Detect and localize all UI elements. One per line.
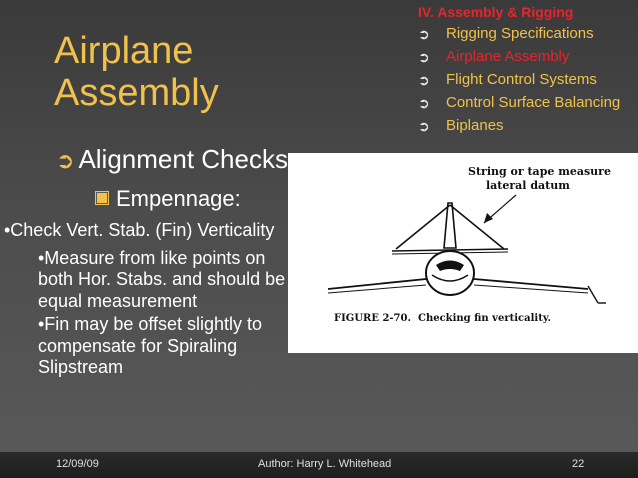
arrow-bullet-icon: ➲ [418,72,430,88]
section-outline [412,4,638,139]
square-bullet-icon [96,192,108,204]
outline-heading: IV. Assembly & Rigging [418,4,574,20]
outline-item-active[interactable] [412,47,638,70]
arrow-bullet-icon: ➲ [418,95,430,111]
body-line-check: •Check Vert. Stab. (Fin) Verticality [4,220,275,240]
figure-callout-2: lateral datum [486,179,570,192]
outline-item-label: Rigging Specifications [446,25,594,42]
arrow-bullet-icon: ➲ [418,26,430,42]
outline-item[interactable] [412,70,638,93]
body-line-measure: •Measure from like points on both Hor. Stabs. and should be equal measurement [38,247,286,311]
title-line-1: Airplane [54,30,194,72]
footer-page-number: 22 [572,458,585,470]
outline-item[interactable] [412,93,638,116]
slide-footer [0,452,638,478]
footer-author: Author: Harry L. Whitehead [258,458,392,470]
title-line-2: Assembly [54,72,219,114]
outline-list [412,24,638,139]
arrow-bullet-icon: ➲ [418,118,430,134]
bullet-level-1-text: Alignment Checks [78,144,288,174]
outline-item-label: Flight Control Systems [446,71,597,88]
outline-item-label: Control Surface Balancing [446,94,621,111]
bullet-level-2-text: Empennage: [116,186,241,211]
bullet-level-1 [56,144,288,176]
fin-verticality-figure [288,153,638,353]
outline-item[interactable] [412,116,638,139]
bullet-level-2 [96,186,241,212]
footer-date: 12/09/09 [56,458,99,470]
outline-item-label: Airplane Assembly [446,48,570,65]
slide-title [54,30,219,114]
arrow-bullet-icon: ➲ [56,148,75,173]
figure-caption-label: FIGURE 2-70. [334,313,411,324]
body-line-offset: •Fin may be offset slightly to compensate for Spiraling Slipstream [38,314,263,377]
outline-item-label: Biplanes [446,117,504,134]
outline-item[interactable] [412,24,638,47]
body-text [4,220,289,379]
figure-caption-text: Checking fin verticality. [418,313,551,324]
figure-callout: String or tape measure [468,165,611,178]
airplane-front-view-drawing [288,153,638,353]
arrow-bullet-icon: ➲ [418,49,430,65]
